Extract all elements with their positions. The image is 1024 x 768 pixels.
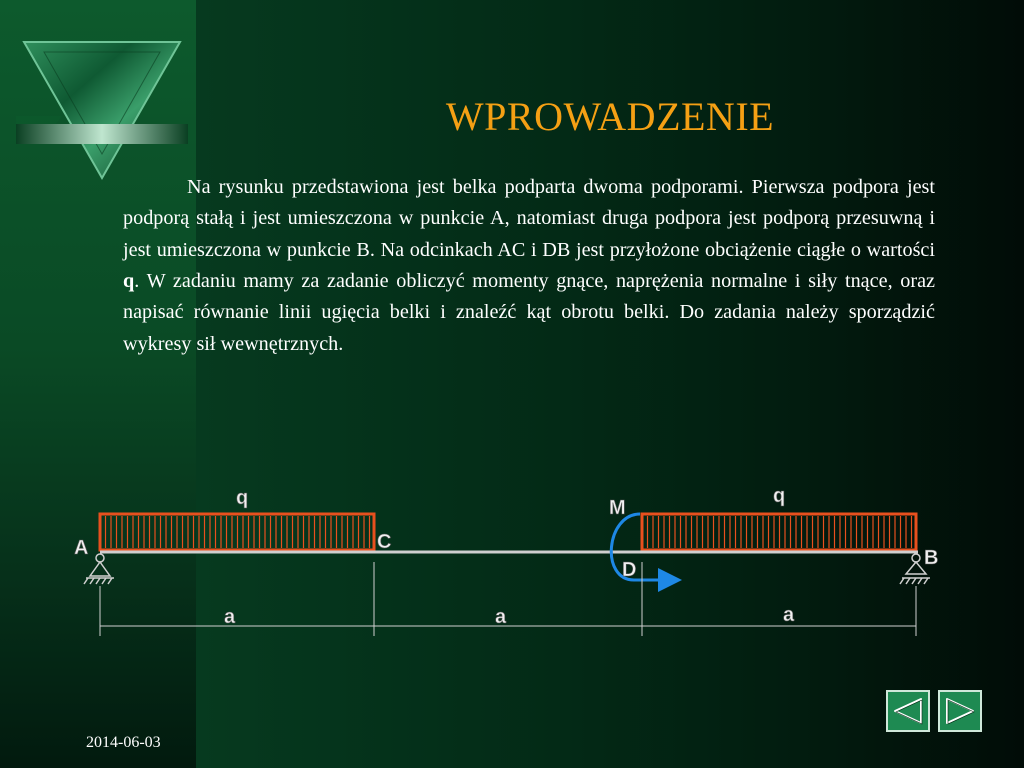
- paragraph-bold-q: q: [123, 270, 135, 293]
- support-a: [84, 554, 114, 584]
- triangle-right-icon: [943, 696, 977, 726]
- triangle-logo: [14, 36, 190, 182]
- label-load-q-2: q: [773, 485, 786, 507]
- slide-title: WPROWADZENIE: [445, 93, 775, 139]
- label-moment-m: M: [609, 497, 626, 519]
- label-dim-a-1: a: [224, 606, 236, 628]
- label-load-q-1: q: [236, 487, 249, 509]
- triangle-left-icon: [891, 696, 925, 726]
- label-dim-a-3: a: [783, 604, 795, 626]
- slide-date: 2014-06-03: [86, 734, 161, 751]
- label-point-c: C: [377, 531, 392, 553]
- body-paragraph: [123, 172, 935, 360]
- label-point-a: A: [74, 537, 89, 559]
- distributed-load-db: [642, 514, 916, 550]
- previous-slide-button[interactable]: [886, 690, 930, 732]
- next-slide-button[interactable]: [938, 690, 982, 732]
- label-point-d: D: [622, 559, 637, 581]
- label-dim-a-2: a: [495, 606, 507, 628]
- beam-diagram: [60, 470, 960, 650]
- paragraph-part-1: Na rysunku przedstawiona jest belka podparta dwoma podporami. Pierwsza podpora jest podporą stałą i jest umieszczona w punkcie A, natomiast druga podpora jest podporą przesuwną i jest umieszczona w punkcie B. Na odcinkach AC i DB jest przyłożone obciążenie ciągłe o wartości: [123, 176, 935, 261]
- distributed-load-ac: [100, 514, 374, 550]
- label-point-b: B: [924, 547, 939, 569]
- paragraph-part-2: . W zadaniu mamy za zadanie obliczyć momenty gnące, naprężenia normalne i siły tnące, oraz napisać równanie linii ugięcia belki i znaleźć kąt obrotu belki. Do zadania należy sporządzić wykresy sił wewnętrznych.: [123, 270, 935, 355]
